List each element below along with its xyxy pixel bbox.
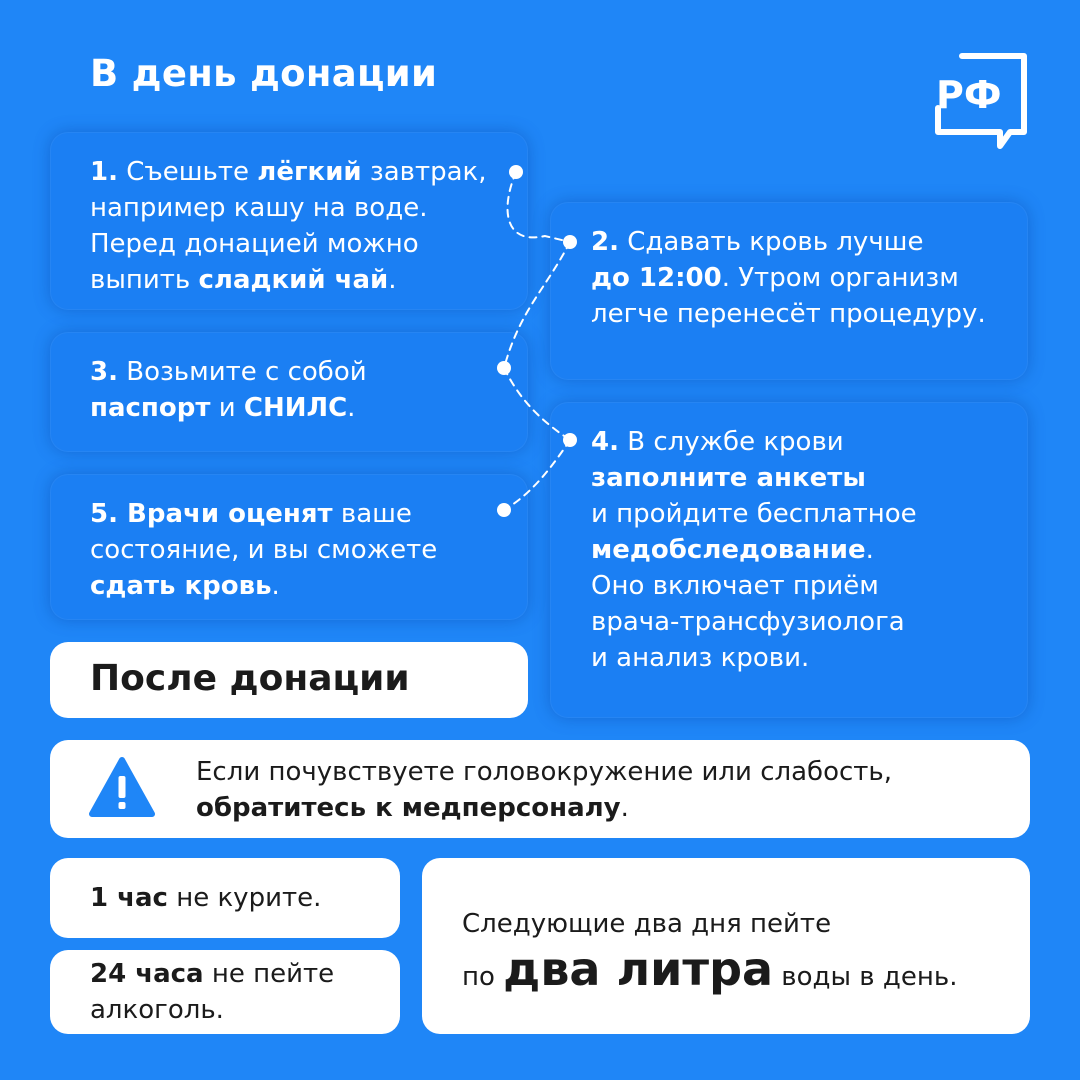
bold-text: до 12:00 (591, 263, 722, 293)
text: ваше (332, 499, 412, 529)
after-title: После донации (90, 658, 410, 699)
bold-text: СНИЛС (243, 393, 348, 423)
step-number: 1. (90, 157, 118, 187)
text-line (90, 226, 487, 262)
text-line (591, 640, 917, 676)
step-4-text (591, 424, 917, 676)
water-card (422, 858, 1030, 1034)
text-line (591, 460, 917, 496)
text: Возьмите с собой (117, 357, 367, 387)
no-alcohol-text (90, 956, 334, 1028)
text-line (196, 790, 892, 826)
text: выпить (90, 265, 199, 295)
text-line (591, 604, 917, 640)
step-card-5 (50, 474, 528, 620)
text: . Утром организм (721, 263, 959, 293)
water-post: воды в день. (773, 962, 958, 992)
no-alcohol-card (50, 950, 400, 1034)
text: завтрак, (361, 157, 487, 187)
text: Сдавать кровь лучше (618, 227, 924, 257)
text: и пройдите бесплатное (591, 499, 917, 529)
text: и анализ крови. (591, 643, 810, 673)
text-line (90, 880, 321, 916)
text: Если почувствуете головокружение или слабость, (196, 757, 893, 787)
step-2-text (591, 224, 986, 332)
text-line (591, 568, 917, 604)
text-line (90, 568, 437, 604)
text: . (865, 535, 874, 565)
text-line (591, 224, 986, 260)
warning-card (50, 740, 1030, 838)
warning-text (196, 754, 892, 826)
logo-text: РФ (936, 73, 1002, 117)
water-big-text: два литра (503, 942, 774, 996)
text-line (90, 262, 487, 298)
step-number: 4. (591, 427, 619, 457)
text-line (90, 190, 487, 226)
text-line (196, 754, 892, 790)
step-card-4 (550, 402, 1028, 718)
text-line (90, 992, 334, 1028)
text: . (388, 265, 397, 295)
rf-logo-icon (932, 50, 1032, 150)
text-line (90, 532, 437, 568)
bold-text: паспорт (90, 393, 211, 423)
text-line (591, 496, 917, 532)
step-3-text (90, 354, 367, 426)
text: . (347, 393, 356, 423)
bold-text: Врачи оценят (117, 499, 333, 529)
bold-text: обратитесь к медперсоналу (196, 793, 621, 823)
text: Оно включает приём (591, 571, 879, 601)
step-card-2 (550, 202, 1028, 380)
bold-text: 24 часа (90, 959, 204, 989)
step-number: 2. (591, 227, 619, 257)
step-5-text (90, 496, 437, 604)
text-line (90, 154, 487, 190)
text-line (591, 260, 986, 296)
text: алкоголь. (90, 995, 224, 1025)
step-number: 3. (90, 357, 118, 387)
water-line-1: Следующие два дня пейте (462, 909, 832, 939)
bold-text: сладкий чай (198, 265, 389, 295)
text: и (210, 393, 244, 423)
text: . (620, 793, 629, 823)
text: врача-трансфузиолога (591, 607, 905, 637)
text-line (90, 390, 367, 426)
text: легче перенесёт процедуру. (591, 299, 986, 329)
after-title-card (50, 642, 528, 718)
text-line (90, 496, 437, 532)
text-line (591, 424, 917, 460)
text: состояние, и вы сможете (90, 535, 438, 565)
text: не пейте (203, 959, 335, 989)
text-line (591, 296, 986, 332)
bold-text: лёгкий (257, 157, 362, 187)
water-pre: по (462, 962, 504, 992)
text: Съешьте (117, 157, 258, 187)
text-line (90, 354, 367, 390)
text-line (90, 956, 334, 992)
step-card-3 (50, 332, 528, 452)
bold-text: медобследование (591, 535, 866, 565)
text: не курите. (167, 883, 322, 913)
no-smoking-card (50, 858, 400, 938)
step-card-1 (50, 132, 528, 310)
text: В службе крови (618, 427, 844, 457)
water-line-2 (462, 944, 957, 1002)
text: . (271, 571, 280, 601)
bold-text: 1 час (90, 883, 168, 913)
warning-triangle-icon (88, 756, 156, 818)
bold-text: заполните анкеты (591, 463, 866, 493)
no-smoking-text (90, 880, 321, 916)
text: например кашу на воде. (90, 193, 428, 223)
text-line (591, 532, 917, 568)
step-1-text (90, 154, 487, 298)
text: Перед донацией можно (90, 229, 419, 259)
page-title: В день донации (90, 52, 438, 95)
step-number: 5. (90, 499, 118, 529)
bold-text: сдать кровь (90, 571, 272, 601)
